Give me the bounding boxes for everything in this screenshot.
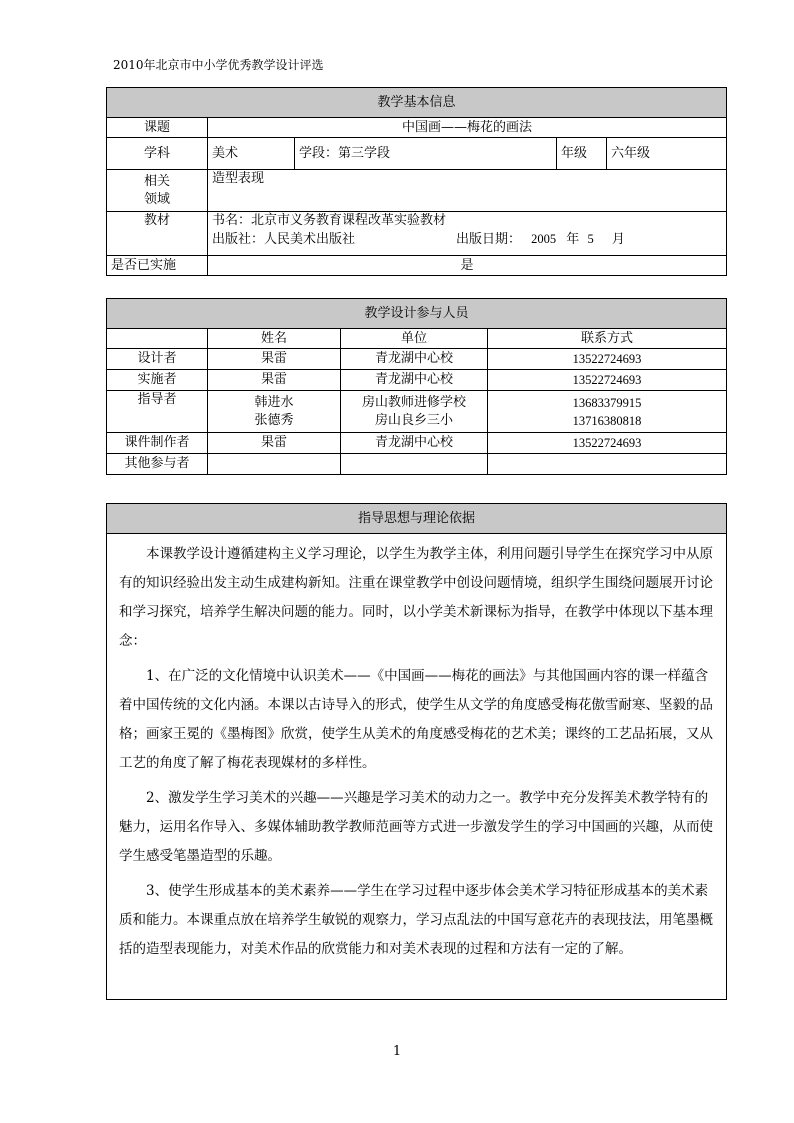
implemented-value: 是	[208, 256, 727, 276]
pub-year: 2005	[531, 232, 557, 246]
participants-header-blank	[107, 329, 208, 349]
field-value: 造型表现	[208, 170, 727, 212]
guiding-paragraph: 本课教学设计遵循建构主义学习理论，以学生为教学主体，利用问题引导学生在探究学习中从原有的知识经验出发主动生成建构新知。注重在课堂教学中创设问题情境，组织学生围绕问题展开讨论和学习探究，培养学生解决问题的能力。同时，以小学美术新课标为指导，在教学中体现以下基本理念：	[119, 546, 713, 649]
contact-cell: 13522724693	[488, 433, 727, 454]
name-cell	[208, 454, 341, 475]
contact-cell: 13522724693	[488, 370, 727, 391]
role-cell: 实施者	[107, 370, 208, 391]
guiding-thought-table	[106, 503, 727, 1000]
guiding-paragraph: 2、激发学生学习美术的兴趣——兴趣是学习美术的动力之一。教学中充分发挥美术教学特有的魅力，运用名作导入、多媒体辅助教学教师范画等方式进一步激发学生的学习中国画的兴趣，从而使学生感受笔墨造型的乐趣。	[119, 790, 713, 864]
unit-cell	[341, 391, 488, 433]
unit-line: 房山良乡三小	[374, 412, 453, 428]
field-label	[107, 170, 208, 212]
name-line: 韩进水	[254, 394, 294, 410]
topic-label: 课题	[107, 118, 208, 138]
subject-value: 美术	[208, 138, 295, 170]
publisher-line	[212, 230, 722, 249]
participants-table	[106, 298, 727, 475]
pub-month: 5	[587, 232, 594, 246]
contact-cell	[488, 391, 727, 433]
name-line: 张德秀	[254, 412, 294, 428]
contact-cell	[488, 454, 727, 475]
col-unit-header: 单位	[341, 329, 488, 349]
name-cell: 果雷	[208, 370, 341, 391]
table-row	[107, 454, 727, 475]
guiding-paragraph: 1、在广泛的文化情境中认识美术——《中国画——梅花的画法》与其他国画内容的课一样蕴含着中国传统的文化内涵。本课以古诗导入的形式，使学生从文学的角度感受梅花傲雪耐寒、坚毅的品格；画家王冕的《墨梅图》欣赏，使学生从美术的角度感受梅花的艺术美；课终的工艺品拓展，又从工艺的角度了解了梅花表现媒材的多样性。	[119, 668, 713, 771]
role-cell: 设计者	[107, 349, 208, 370]
name-cell: 果雷	[208, 349, 341, 370]
textbook-info	[208, 212, 727, 256]
page-number: 1	[392, 1044, 402, 1059]
unit-cell: 青龙湖中心校	[341, 370, 488, 391]
year-char: 年	[566, 232, 580, 247]
unit-cell	[341, 454, 488, 475]
col-contact-header: 联系方式	[488, 329, 727, 349]
month-char: 月	[611, 232, 625, 247]
role-cell: 其他参与者	[107, 454, 208, 475]
contact-line: 13716380818	[572, 413, 642, 428]
implemented-label: 是否已实施	[107, 256, 208, 276]
unit-cell: 青龙湖中心校	[341, 433, 488, 454]
table-row	[107, 433, 727, 454]
field-label-line2: 领域	[143, 191, 170, 207]
table-row	[107, 349, 727, 370]
grade-value: 六年级	[607, 138, 727, 170]
basic-info-table	[106, 87, 727, 276]
name-cell: 果雷	[208, 433, 341, 454]
guiding-body	[107, 534, 727, 1000]
col-name-header: 姓名	[208, 329, 341, 349]
grade-label: 年级	[557, 138, 607, 170]
role-cell: 指导者	[107, 391, 208, 433]
table-row	[107, 370, 727, 391]
field-label-line1: 相关	[143, 173, 170, 189]
contact-line: 13683379915	[572, 395, 642, 410]
unit-line: 房山教师进修学校	[361, 394, 466, 410]
stage-value: 学段：第三学段	[295, 138, 557, 170]
contact-cell: 13522724693	[488, 349, 727, 370]
unit-cell: 青龙湖中心校	[341, 349, 488, 370]
topic-value: 中国画——梅花的画法	[208, 118, 727, 138]
book-name: 书名：北京市义务教育课程改革实验教材	[212, 213, 447, 228]
guiding-title: 指导思想与理论依据	[107, 504, 727, 534]
name-cell	[208, 391, 341, 433]
subject-label: 学科	[107, 138, 208, 170]
publisher: 出版社：人民美术出版社	[212, 232, 356, 247]
participants-title: 教学设计参与人员	[107, 299, 727, 329]
table-row	[107, 391, 727, 433]
pub-date-label: 出版日期：	[456, 232, 522, 247]
document-header: 2010年北京市中小学优秀教学设计评选	[113, 58, 324, 72]
role-cell: 课件制作者	[107, 433, 208, 454]
guiding-paragraph: 3、使学生形成基本的美术素养——学生在学习过程中逐步体会美术学习特征形成基本的美术素质和能力。本课重点放在培养学生敏锐的观察力，学习点乱法的中国写意花卉的表现技法，用笔墨概括的造型表现能力，对美术作品的欣赏能力和对美术表现的过程和方法有一定的了解。	[119, 883, 713, 957]
basic-info-title: 教学基本信息	[107, 88, 727, 118]
textbook-label: 教材	[107, 212, 208, 256]
